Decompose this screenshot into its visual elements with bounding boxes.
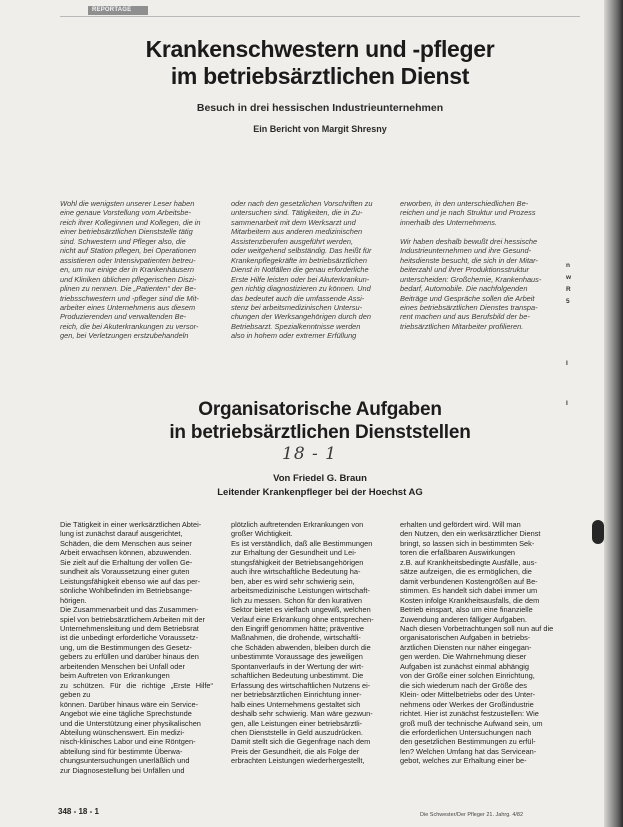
margin-mark: R [566,286,571,293]
margin-mark: I [566,360,568,367]
article-byline: Ein Bericht von Margit Shresny [253,124,387,134]
intro-column-2: oder nach den gesetzlichen Vorschriften zu untersuchen sind. Tätigkeiten, die in Zu- sammenarbeit mit dem Werksarzt und Mitarbeitern aus anderen medizinischen Assistenzberufen ausgeführt werden, oder weitgehend selbständig. Das heißt für Krankenpflegekräfte im betriebsärztlichen Dienst in Notfällen die genau erforderliche Erste Hilfe leisten oder bei Akuterkrankun- gen richtig diagnostizieren zu können. Und das bedeutet auch die umfassende Assi- stenz bei arbeitsmedizinischen Untersu- chungen der Werksangehörigen durch den Betriebsarzt. Spezialkenntnisse werden also in hohem oder extremer Erfüllung [231,199,373,341]
article-title-line2: im betriebsärztlichen Dienst [170,63,470,89]
second-article-author-role: Leitender Krankenpfleger bei der Hoechst AG [217,487,423,498]
body-column-1: Die Tätigkeit in einer werksärztlichen Abtei- lung ist zunächst darauf ausgerichtet, Schäden, die dem Menschen aus seiner Arbeit erwachsen können, abzuwenden. Sie zielt auf die Erhaltung der vollen Ge- sundheit als Voraussetzung einer guten Leistungsfähigkeit ebenso wie auf das per- sönliche Wohlbefinden im Betriebsange- hörigen. Die Zusammenarbeit und das Zusammen- spiel von betriebsärztlichem Arbeiten mit der Unternehmensleitung und dem Betriebsrat ist die unbedingt erforderliche Voraussetz- ung, um die Bestimmungen des Gesetz- gebers zu erfüllen und darüber hinaus den arbeitenden Menschen bei Unfall oder beim Auftreten von Erkrankungen zu schützen. Für die richtige „Erste Hilfe“ geben zu können. Darüber hinaus wäre ein Service- Angebot wie eine tägliche Sprechstunde und die Unterstützung einer physikalischen Abteilung wünschenswert. Ein medizi- nisch-klinisches Labor und eine Röntgen- abteilung sind für bestimmte Überwa- chungsuntersuchungen unerläßlich und zur Diagnosestellung bei Unfällen und [60,520,213,775]
second-article-author: Von Friedel G. Braun [273,473,367,484]
journal-line: Die Schwester/Der Pfleger 21. Jahrg. 4/82 [420,812,524,818]
intro-column-1: Wohl die wenigsten unserer Leser haben eine genaue Vorstellung vom Arbeitsbe- reich ihrer Kolleginnen und Kollegen, die in einer betriebsärztlichen Dienststelle tätig sind. Schwestern und Pfleger also, die nicht auf Station pflegen, bei Operationen assistieren oder Intensivpatienten betreu- en, um nur einige der in Krankenhäusern und Kliniken üblichen pflegerischen Diszi- plinen zu nennen. Die „Patienten“ der Be- triebsschwestern und -pfleger sind die Mit- arbeiter eines Unternehmens aus diesem Produzierenden und verwaltenden Be- reich, die bei Akuterkrankungen zu versor- gen, bei Verletzungen erstzubehandeln [60,199,201,341]
article-subtitle: Besuch in drei hessischen Industrieunternehmen [196,102,444,114]
handwritten-note: 18 - 1 [282,444,337,464]
top-rule [60,16,580,17]
margin-mark: w [566,274,572,281]
section-tag: REPORTAGE [88,6,148,15]
intro-column-3: erworben, in den unterschiedlichen Be- reichen und je nach Struktur und Prozess innerhalb des Unternehmens. Wir haben deshalb bewußt drei hessische Industrieunternehmen und ihre Gesund- heitsdienste besucht, die sich in der Mitar- beiterzahl und ihrer Produktionsstruktur unterscheiden: Großchemie, Krankenhaus- bedarf, Automobile. Die nachfolgenden Beiträge und Gespräche sollen die Arbeit eines betriebsärztlichen Dienstes transpa- rent machen und aus Berufsbild der be- triebsärztlichen Mitarbeiter profilieren. [400,199,542,331]
article-title-line1: Krankenschwestern und -pfleger [145,36,495,62]
page-edge-shadow [604,0,623,827]
scan-shadow-blob [592,520,604,544]
margin-mark: 5 [566,298,570,305]
page-number: 348 - 18 - 1 [58,807,99,816]
body-column-2: plötzlich auftretenden Erkrankungen von großer Wichtigkeit. Es ist verständlich, daß alle Bestimmungen zur Erhaltung der Gesundheit und Lei- stungsfähigkeit der Betriebsangehörigen auch ihre wirtschaftliche Bedeutung ha- ben, aber es wird sehr schwierig sein, arbeitsmedizinische Leistungen wirtschaft- lich zu messen. Schon für den kurativen Sektor bietet es vielfach ungewiß, welchen Verlauf eine Erkrankung ohne entsprechen- den Eingriff genommen hätte; präventive Maßnahmen, die drohende, wirtschaftli- che Schäden abwenden, bleiben durch die unbestimmte Voraussage des jeweiligen Spontanverlaufs in der Wertung der wirt- schaftlichen Bedeutung unbestimmt. Die Erfassung des wirtschaftlichen Nutzens ei- ner betriebsärztlichen Einrichtung inner- halb eines Unternehmens gestaltet sich deshalb sehr schwierig. Man wäre gezwun- gen, alle Leistungen einer betriebsärztli- chen Dienststelle in Geld auszudrücken. Damit stellt sich die Gegenfrage nach dem Preis der Gesundheit, die als Folge der erbrachten Leistungen wiederhergestellt, [231,520,374,766]
margin-mark: I [566,400,568,407]
body-column-3: erhalten und gefördert wird. Will man den Nutzen, den ein werksärztlicher Dienst bringt, so lassen sich in bestimmten Sek- toren die erfaßbaren Auswirkungen z.B. auf Krankheitsbedingte Ausfälle, aus- sätze aufzeigen, die es ermöglichen, die damit verbundenen Kostengrößen auf Be- stimmen. Es handelt sich dabei immer um Kosten infolge Krankheitsausfalls, die dem Betrieb einspart, also um eine finanzielle Zuwendung anderen fälliger Aufgaben. Nach diesen Vorbetrachtungen soll nun auf die organisatorischen Aufgaben in betriebs- ärztlichen Diensten nur näher eingegan- gen werden. Die Wahrnehmung dieser Aufgaben ist zunächst einmal abhängig von der Größe einer solchen Einrichtung, die sich wiederum nach der Größe des Klein- oder Mittelbetriebs oder des Unter- nehmens oder Werkes der Großindustrie richtet. Hier ist zunächst festzustellen: Wie groß muß der technische Aufwand sein, um die erforderlichen Untersuchungen nach den gesetzlichen Bestimmungen zu erfül- len? Welchen Umfang hat das Servicean- gebot, welches zur Erhaltung einer be- [400,520,554,766]
margin-mark: n [566,262,570,269]
second-article-title-line1: Organisatorische Aufgaben [198,399,442,420]
second-article-title-line2: in betriebsärztlichen Dienststellen [169,422,471,443]
